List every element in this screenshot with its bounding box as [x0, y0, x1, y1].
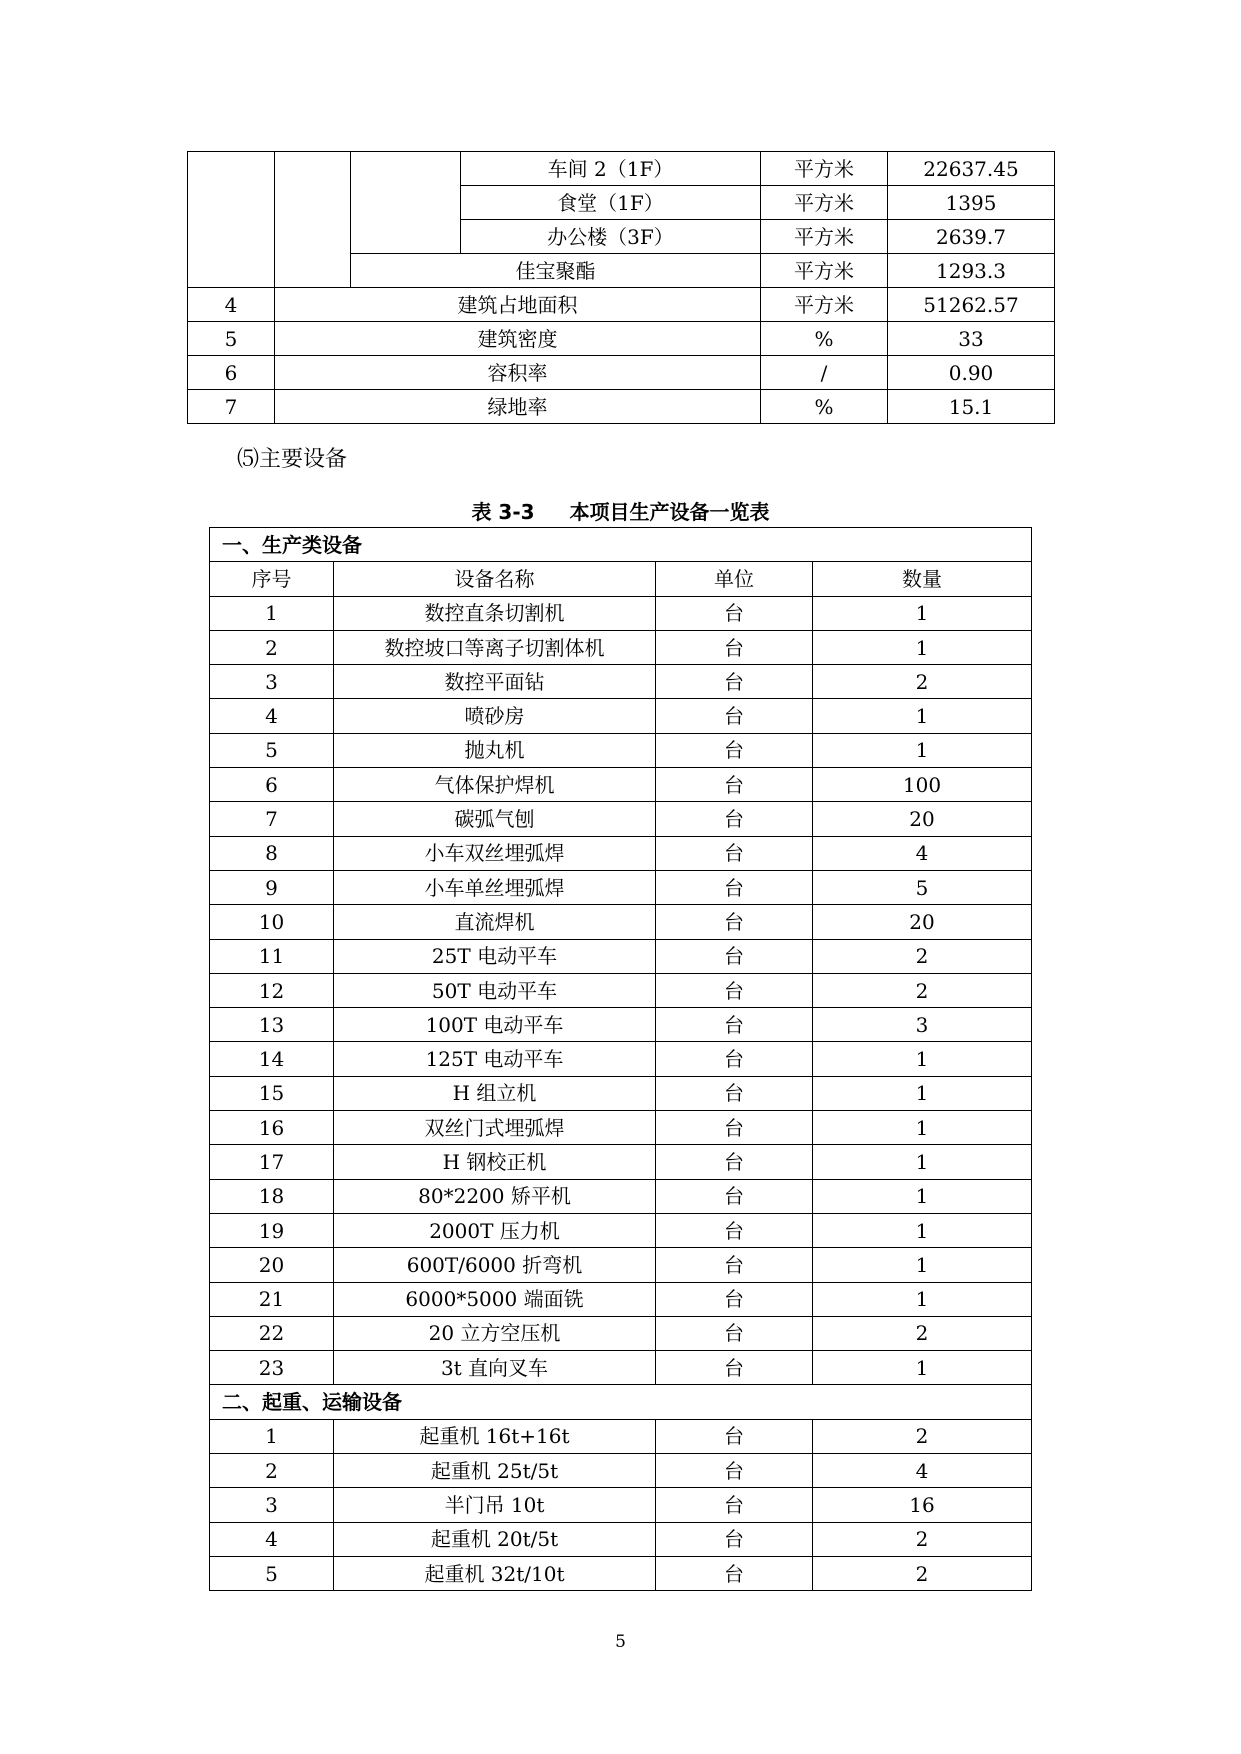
item-qty: 1	[813, 1042, 1032, 1076]
header-row	[210, 562, 1032, 596]
item-unit: 台	[656, 1522, 813, 1556]
merged-cell	[188, 152, 275, 288]
item-qty: 1	[813, 630, 1032, 664]
item-name: 气体保护焊机	[334, 768, 656, 802]
item-qty: 1	[813, 1111, 1032, 1145]
item-unit: 台	[656, 596, 813, 630]
item-unit: 台	[656, 1248, 813, 1282]
table-caption-number: 表 3-3	[471, 500, 535, 524]
item-no: 11	[210, 939, 334, 973]
item-unit: 台	[656, 665, 813, 699]
item-name: 直流焊机	[334, 905, 656, 939]
table-row	[210, 1488, 1032, 1522]
item-qty: 1	[813, 1213, 1032, 1247]
item-value: 2639.7	[888, 220, 1055, 254]
item-name: 数控直条切割机	[334, 596, 656, 630]
item-name: 起重机 32t/10t	[334, 1556, 656, 1590]
column-header-unit: 单位	[656, 562, 813, 596]
item-unit: 台	[656, 802, 813, 836]
table-row	[210, 802, 1032, 836]
item-unit: 台	[656, 1213, 813, 1247]
item-value: 22637.45	[888, 152, 1055, 186]
item-name: 6000*5000 端面铣	[334, 1282, 656, 1316]
item-name: 3t 直向叉车	[334, 1351, 656, 1385]
item-no: 3	[210, 665, 334, 699]
item-qty: 2	[813, 1419, 1032, 1453]
table-row	[210, 1282, 1032, 1316]
item-qty: 100	[813, 768, 1032, 802]
item-qty: 20	[813, 802, 1032, 836]
item-value: 1293.3	[888, 254, 1055, 288]
item-no: 18	[210, 1179, 334, 1213]
section-title: 二、起重、运输设备	[210, 1385, 1032, 1419]
item-value: 15.1	[888, 390, 1055, 424]
item-qty: 1	[813, 1076, 1032, 1110]
column-header-no: 序号	[210, 562, 334, 596]
item-name: 车间 2（1F）	[461, 152, 761, 186]
table-caption	[0, 496, 1241, 525]
item-unit: 台	[656, 1316, 813, 1350]
item-unit: 平方米	[761, 152, 888, 186]
item-qty: 1	[813, 1282, 1032, 1316]
item-no: 6	[210, 768, 334, 802]
item-no: 12	[210, 973, 334, 1007]
item-name: 20 立方空压机	[334, 1316, 656, 1350]
item-name: 100T 电动平车	[334, 1008, 656, 1042]
merged-cell	[351, 152, 461, 254]
item-unit: 台	[656, 1351, 813, 1385]
item-no: 20	[210, 1248, 334, 1282]
item-qty: 2	[813, 1316, 1032, 1350]
item-no: 4	[188, 288, 275, 322]
item-unit: 台	[656, 1419, 813, 1453]
item-no: 13	[210, 1008, 334, 1042]
item-unit: 台	[656, 1111, 813, 1145]
table-row	[210, 596, 1032, 630]
item-unit: 平方米	[761, 254, 888, 288]
table-row	[210, 1008, 1032, 1042]
section-row	[210, 528, 1032, 562]
item-name: 食堂（1F）	[461, 186, 761, 220]
section-row	[210, 1385, 1032, 1419]
item-value: 1395	[888, 186, 1055, 220]
item-name: 数控坡口等离子切割体机	[334, 630, 656, 664]
item-unit: %	[761, 322, 888, 356]
item-name: 建筑密度	[275, 322, 761, 356]
table-row	[210, 665, 1032, 699]
table-row	[210, 870, 1032, 904]
table-row	[210, 1179, 1032, 1213]
table-row	[210, 630, 1032, 664]
item-no: 8	[210, 836, 334, 870]
item-no: 9	[210, 870, 334, 904]
item-unit: 台	[656, 1282, 813, 1316]
item-name: 佳宝聚酯	[351, 254, 761, 288]
item-name: H 钢校正机	[334, 1145, 656, 1179]
item-unit: 平方米	[761, 186, 888, 220]
item-qty: 16	[813, 1488, 1032, 1522]
item-name: 抛丸机	[334, 733, 656, 767]
item-value: 0.90	[888, 356, 1055, 390]
item-name: 办公楼（3F）	[461, 220, 761, 254]
table-row	[210, 836, 1032, 870]
item-name: 2000T 压力机	[334, 1213, 656, 1247]
item-unit: 平方米	[761, 288, 888, 322]
item-name: 数控平面钻	[334, 665, 656, 699]
item-no: 4	[210, 699, 334, 733]
item-no: 5	[210, 1556, 334, 1590]
item-unit: /	[761, 356, 888, 390]
item-value: 33	[888, 322, 1055, 356]
item-name: 碳弧气刨	[334, 802, 656, 836]
item-unit: 台	[656, 733, 813, 767]
table-row	[210, 1042, 1032, 1076]
item-qty: 20	[813, 905, 1032, 939]
table-row	[188, 322, 1055, 356]
item-qty: 1	[813, 733, 1032, 767]
item-qty: 1	[813, 596, 1032, 630]
merged-cell	[275, 152, 351, 288]
item-unit: 台	[656, 699, 813, 733]
item-name: 建筑占地面积	[275, 288, 761, 322]
table-row	[210, 905, 1032, 939]
item-name: 小车双丝埋弧焊	[334, 836, 656, 870]
item-no: 5	[210, 733, 334, 767]
item-value: 51262.57	[888, 288, 1055, 322]
item-no: 3	[210, 1488, 334, 1522]
item-name: 50T 电动平车	[334, 973, 656, 1007]
table-row	[210, 1076, 1032, 1110]
item-qty: 4	[813, 836, 1032, 870]
item-no: 1	[210, 596, 334, 630]
table-row	[210, 1556, 1032, 1590]
item-no: 10	[210, 905, 334, 939]
item-unit: 台	[656, 1145, 813, 1179]
item-unit: 平方米	[761, 220, 888, 254]
table-row	[210, 1213, 1032, 1247]
item-no: 16	[210, 1111, 334, 1145]
item-no: 7	[210, 802, 334, 836]
table-row	[210, 939, 1032, 973]
item-name: 绿地率	[275, 390, 761, 424]
item-qty: 2	[813, 1522, 1032, 1556]
item-qty: 1	[813, 1351, 1032, 1385]
table-row	[210, 1145, 1032, 1179]
item-no: 23	[210, 1351, 334, 1385]
item-unit: 台	[656, 870, 813, 904]
table-row	[210, 973, 1032, 1007]
item-no: 4	[210, 1522, 334, 1556]
item-qty: 2	[813, 939, 1032, 973]
item-name: 600T/6000 折弯机	[334, 1248, 656, 1282]
item-no: 5	[188, 322, 275, 356]
item-qty: 3	[813, 1008, 1032, 1042]
item-qty: 2	[813, 665, 1032, 699]
item-no: 2	[210, 1454, 334, 1488]
table-row	[210, 768, 1032, 802]
equipment-table	[209, 527, 1032, 1591]
section-label: ⑸主要设备	[237, 447, 348, 472]
table-row	[210, 1454, 1032, 1488]
item-name: H 组立机	[334, 1076, 656, 1110]
item-name: 125T 电动平车	[334, 1042, 656, 1076]
item-no: 17	[210, 1145, 334, 1179]
table-row	[188, 390, 1055, 424]
item-no: 21	[210, 1282, 334, 1316]
table-row	[210, 1522, 1032, 1556]
item-qty: 5	[813, 870, 1032, 904]
column-header-name: 设备名称	[334, 562, 656, 596]
item-name: 80*2200 矫平机	[334, 1179, 656, 1213]
item-no: 19	[210, 1213, 334, 1247]
page-number: 5	[615, 1632, 626, 1652]
table-row	[188, 288, 1055, 322]
item-unit: 台	[656, 939, 813, 973]
item-unit: 台	[656, 1179, 813, 1213]
item-unit: 台	[656, 1556, 813, 1590]
item-unit: 台	[656, 1488, 813, 1522]
item-unit: 台	[656, 1008, 813, 1042]
item-no: 15	[210, 1076, 334, 1110]
item-qty: 1	[813, 699, 1032, 733]
item-name: 半门吊 10t	[334, 1488, 656, 1522]
table-row	[210, 1316, 1032, 1350]
item-name: 起重机 25t/5t	[334, 1454, 656, 1488]
item-no: 7	[188, 390, 275, 424]
item-name: 25T 电动平车	[334, 939, 656, 973]
item-no: 2	[210, 630, 334, 664]
table-row	[210, 1111, 1032, 1145]
item-unit: 台	[656, 768, 813, 802]
item-unit: 台	[656, 836, 813, 870]
item-qty: 4	[813, 1454, 1032, 1488]
item-no: 22	[210, 1316, 334, 1350]
item-name: 起重机 20t/5t	[334, 1522, 656, 1556]
item-unit: 台	[656, 1042, 813, 1076]
table-row	[210, 733, 1032, 767]
item-unit: 台	[656, 973, 813, 1007]
item-unit: 台	[656, 1454, 813, 1488]
item-name: 起重机 16t+16t	[334, 1419, 656, 1453]
table-row	[210, 1419, 1032, 1453]
table-row	[210, 1351, 1032, 1385]
item-no: 1	[210, 1419, 334, 1453]
item-qty: 1	[813, 1248, 1032, 1282]
item-unit: 台	[656, 630, 813, 664]
item-qty: 2	[813, 1556, 1032, 1590]
item-no: 14	[210, 1042, 334, 1076]
item-no: 6	[188, 356, 275, 390]
item-unit: 台	[656, 1076, 813, 1110]
item-name: 喷砂房	[334, 699, 656, 733]
item-qty: 1	[813, 1179, 1032, 1213]
table-row	[210, 1248, 1032, 1282]
item-name: 双丝门式埋弧焊	[334, 1111, 656, 1145]
area-table	[187, 151, 1055, 424]
table-caption-title: 本项目生产设备一览表	[569, 500, 770, 524]
item-unit: %	[761, 390, 888, 424]
table-row	[188, 356, 1055, 390]
column-header-qty: 数量	[813, 562, 1032, 596]
item-qty: 2	[813, 973, 1032, 1007]
item-name: 小车单丝埋弧焊	[334, 870, 656, 904]
item-unit: 台	[656, 905, 813, 939]
section-title: 一、生产类设备	[210, 528, 1032, 562]
table-row	[210, 699, 1032, 733]
item-name: 容积率	[275, 356, 761, 390]
item-qty: 1	[813, 1145, 1032, 1179]
table-row	[188, 152, 1055, 186]
